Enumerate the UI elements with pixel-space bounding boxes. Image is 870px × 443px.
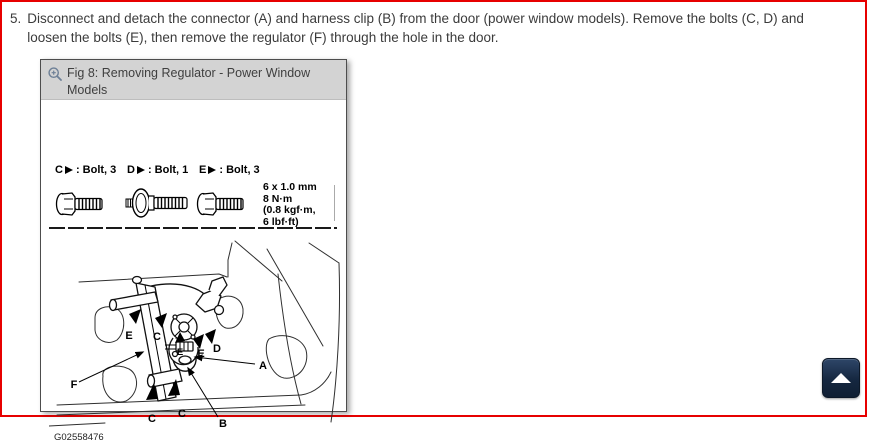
- legend-count: : Bolt, 3: [75, 164, 117, 176]
- scroll-to-top-button[interactable]: [822, 358, 860, 398]
- legend-letter: E: [199, 164, 207, 176]
- step-number: 5.: [10, 11, 22, 26]
- spec-line: 8 N·m: [263, 192, 293, 205]
- right-triangle-icon: [137, 166, 145, 174]
- label-C: C: [178, 408, 186, 420]
- legend-count: : Bolt, 1: [147, 164, 189, 176]
- figure-id: G02558476: [54, 432, 104, 443]
- right-triangle-icon: [65, 166, 73, 174]
- instruction-step-5: [10, 9, 842, 47]
- legend-bolt-d: [127, 164, 188, 176]
- spec-line: 6 lbf·ft): [263, 215, 299, 228]
- torque-spec: [263, 182, 317, 228]
- label-C: C: [148, 413, 156, 425]
- label-D: D: [213, 343, 221, 355]
- figure-box: [40, 59, 347, 443]
- legend-letter: C: [55, 164, 63, 176]
- step-text: Disconnect and detach the connector (A) and harness clip (B) from the door (power window models). Remove the bolts (C, D) and loosen the bolts (E), then remove the regulator (F) through the hole in the door.: [27, 11, 804, 45]
- spec-line: (0.8 kgf·m,: [263, 204, 316, 216]
- label-E: E: [125, 330, 133, 342]
- figure-header[interactable]: [41, 60, 346, 100]
- magnifier-plus-icon[interactable]: [48, 67, 62, 81]
- label-C: C: [153, 331, 161, 343]
- legend-separator: [49, 227, 337, 229]
- spec-divider: [334, 185, 335, 221]
- legend-count: : Bolt, 3: [219, 164, 260, 176]
- label-E: E: [197, 348, 205, 360]
- label-E: E: [176, 347, 184, 358]
- up-triangle-icon: [831, 373, 851, 383]
- right-triangle-icon: [208, 166, 216, 174]
- label-B: B: [219, 418, 227, 430]
- bolt-c-icon: [55, 186, 105, 222]
- bolt-e-icon: [196, 186, 246, 222]
- label-A: A: [259, 360, 267, 372]
- legend-bolt-e: [199, 164, 260, 176]
- label-F: F: [70, 379, 78, 391]
- bolt-d-icon: [125, 182, 189, 224]
- spec-line: 6 x 1.0 mm: [263, 181, 317, 193]
- regulator-diagram: [49, 236, 341, 440]
- legend-bolt-c: [55, 164, 116, 176]
- legend-letter: D: [127, 164, 135, 176]
- figure-title: Fig 8: Removing Regulator - Power Window Models: [67, 66, 311, 97]
- figure-body: [41, 100, 346, 443]
